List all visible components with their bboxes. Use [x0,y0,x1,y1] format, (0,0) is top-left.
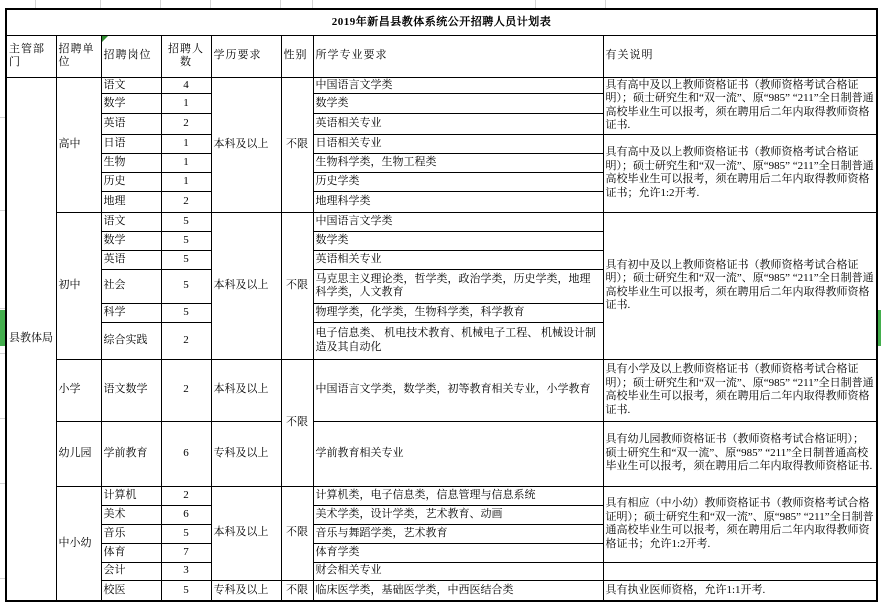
cell-unit-zhongxiaoyou[interactable]: 中小幼 [56,486,101,601]
gridline-tick [312,0,313,8]
cell-major[interactable]: 物理学类，化学类，生物科学类，科学教育 [313,303,603,322]
cell-major[interactable]: 英语相关专业 [313,250,603,269]
cell-count[interactable]: 5 [161,212,211,231]
cell-major[interactable]: 英语相关专业 [313,113,603,134]
cell-major[interactable]: 生物科学类，生物工程类 [313,153,603,172]
cell-note[interactable]: 具有高中及以上教师资格证书（教师资格考试合格证明）；硕士研究生和“双一流”、原“985” “211”全日制普通高校毕业生可以报考，须在聘用后二年内取得教师资格证书. [603,77,877,134]
cell-position[interactable]: 生物 [101,153,161,172]
cell-education[interactable]: 本科及以上 [211,359,281,421]
cell-education[interactable]: 本科及以上 [211,77,281,212]
cell-position[interactable]: 会计 [101,562,161,580]
cell-major[interactable]: 电子信息类、 机电技术教育、机械电子工程、 机械设计制造及其自动化 [313,322,603,359]
cell-count[interactable]: 1 [161,94,211,114]
cell-position[interactable]: 科学 [101,303,161,322]
cell-note[interactable]: 具有相应（中小幼）教师资格证书（教师资格考试合格证明）；硕士研究生和“双一流”、原“985” “211”全日制普通高校毕业生可以报考，须在聘用后二年内取得教师资格证书；允许1:2开考. [603,486,877,562]
gridline-tick [35,0,36,8]
cell-count[interactable]: 2 [161,191,211,212]
cell-count[interactable]: 1 [161,134,211,153]
cell-unit-gaozhong[interactable]: 高中 [56,77,101,212]
page-title: 2019年新昌县教体系统公开招聘人员计划表 [331,15,552,28]
cell-position[interactable]: 日语 [101,134,161,153]
cell-warning-triangle-icon [102,36,108,42]
cell-count[interactable]: 2 [161,322,211,359]
cell-position[interactable]: 社会 [101,269,161,303]
cell-count[interactable]: 2 [161,359,211,421]
cell-education[interactable]: 专科及以上 [211,421,281,486]
cell-note[interactable]: 具有高中及以上教师资格证书（教师资格考试合格证明）；硕士研究生和“双一流”、原“985” “211”全日制普通高校毕业生可以报考，须在聘用后二年内取得教师资格证书；允许1:2开考. [603,134,877,212]
cell-major[interactable]: 计算机类，电子信息类，信息管理与信息系统 [313,486,603,505]
header-notes[interactable]: 有关说明 [603,35,877,77]
cell-count[interactable]: 5 [161,303,211,322]
cell-count[interactable]: 1 [161,172,211,191]
cell-gender[interactable]: 不限 [281,580,313,601]
cell-major[interactable]: 音乐与舞蹈学类，艺术教育 [313,524,603,543]
cell-gender[interactable]: 不限 [281,486,313,580]
gridline-tick [210,0,211,8]
cell-major[interactable]: 中国语言文学类 [313,77,603,94]
cell-note-empty[interactable] [603,562,877,580]
cell-position[interactable]: 英语 [101,250,161,269]
cell-note[interactable]: 具有初中及以上教师资格证书（教师资格考试合格证明）；硕士研究生和“双一流”、原“985” “211”全日制普通高校毕业生可以报考，须在聘用后二年内取得教师资格证书. [603,212,877,359]
cell-count[interactable]: 5 [161,269,211,303]
cell-major[interactable]: 财会相关专业 [313,562,603,580]
header-position[interactable] [101,35,161,77]
gridline-tick [100,0,101,8]
cell-major[interactable]: 体育学类 [313,543,603,562]
cell-major[interactable]: 日语相关专业 [313,134,603,153]
cell-note[interactable]: 具有幼儿园教师资格证书（教师资格考试合格证明）；硕士研究生和“双一流”、原“985” “211”全日制普通高校毕业生可以报考，须在聘用后二年内取得教师资格证书. [603,421,877,486]
cell-count[interactable]: 3 [161,562,211,580]
cell-major[interactable]: 历史学类 [313,172,603,191]
cell-count[interactable]: 4 [161,77,211,94]
cell-gender[interactable]: 不限 [281,77,313,212]
cell-position[interactable]: 学前教育 [101,421,161,486]
cell-count[interactable]: 1 [161,153,211,172]
header-count[interactable]: 招聘人数 [161,35,211,77]
header-education[interactable]: 学历要求 [211,35,281,77]
cell-position[interactable]: 校医 [101,580,161,601]
header-unit[interactable]: 招聘单位 [56,35,101,77]
cell-major[interactable]: 美术学类，设计学类，艺术教育、动画 [313,505,603,524]
cell-major[interactable]: 马克思主义理论类，哲学类，政治学类，历史学类，地理科学类，人文教育 [313,269,603,303]
header-gender[interactable]: 性别 [281,35,313,77]
cell-count[interactable]: 5 [161,524,211,543]
recruitment-plan-table [5,8,878,602]
cell-education[interactable]: 本科及以上 [211,486,281,580]
cell-count[interactable]: 5 [161,580,211,601]
cell-position[interactable]: 体育 [101,543,161,562]
cell-dept[interactable]: 县教体局 [6,77,56,601]
gridline-tick [605,0,606,8]
gridline-tick [535,0,536,8]
cell-education[interactable]: 专科及以上 [211,580,281,601]
cell-position[interactable]: 语文 [101,77,161,94]
cell-count[interactable]: 5 [161,231,211,250]
cell-count[interactable]: 5 [161,250,211,269]
cell-unit-chuzhong[interactable]: 初中 [56,212,101,359]
cell-position[interactable]: 数学 [101,231,161,250]
cell-major[interactable]: 数学类 [313,231,603,250]
header-major[interactable]: 所学专业要求 [313,35,603,77]
cell-major[interactable]: 中国语言文学类，数学类，初等教育相关专业，小学教育 [313,359,603,421]
cell-gender[interactable]: 不限 [281,359,313,486]
cell-position[interactable]: 历史 [101,172,161,191]
cell-major[interactable]: 地理科学类 [313,191,603,212]
cell-position[interactable]: 计算机 [101,486,161,505]
cell-major[interactable]: 学前教育相关专业 [313,421,603,486]
cell-gender[interactable]: 不限 [281,212,313,359]
cell-count[interactable]: 2 [161,113,211,134]
cell-position[interactable]: 美术 [101,505,161,524]
cell-position[interactable]: 综合实践 [101,322,161,359]
cell-education[interactable]: 本科及以上 [211,212,281,359]
cell-count[interactable]: 7 [161,543,211,562]
cell-note[interactable]: 具有执业医师资格，允许1:1开考. [603,580,877,601]
cell-major[interactable]: 中国语言文学类 [313,212,603,231]
gridline-tick [160,0,161,8]
cell-major[interactable]: 临床医学类，基础医学类，中西医结合类 [313,580,603,601]
cell-unit-xiaoxue[interactable]: 小学 [56,359,101,421]
cell-position[interactable]: 数学 [101,94,161,114]
cell-position[interactable]: 英语 [101,113,161,134]
cell-count[interactable]: 6 [161,505,211,524]
cell-major[interactable]: 数学类 [313,94,603,114]
cell-unit-youeryuan[interactable]: 幼儿园 [56,421,101,486]
cell-position[interactable]: 语文 [101,212,161,231]
header-position-label: 招聘岗位 [103,49,152,62]
cell-position[interactable]: 音乐 [101,524,161,543]
cell-position[interactable]: 地理 [101,191,161,212]
cell-count[interactable]: 6 [161,421,211,486]
header-dept[interactable]: 主管部门 [6,35,56,77]
cell-position[interactable]: 语文数学 [101,359,161,421]
table-title-cell[interactable] [6,9,877,35]
cell-note[interactable]: 具有小学及以上教师资格证书（教师资格考试合格证明）；硕士研究生和“双一流”、原“985” “211”全日制普通高校毕业生可以报考，须在聘用后二年内取得教师资格证书. [603,359,877,421]
gridline-tick [280,0,281,8]
cell-count[interactable]: 2 [161,486,211,505]
